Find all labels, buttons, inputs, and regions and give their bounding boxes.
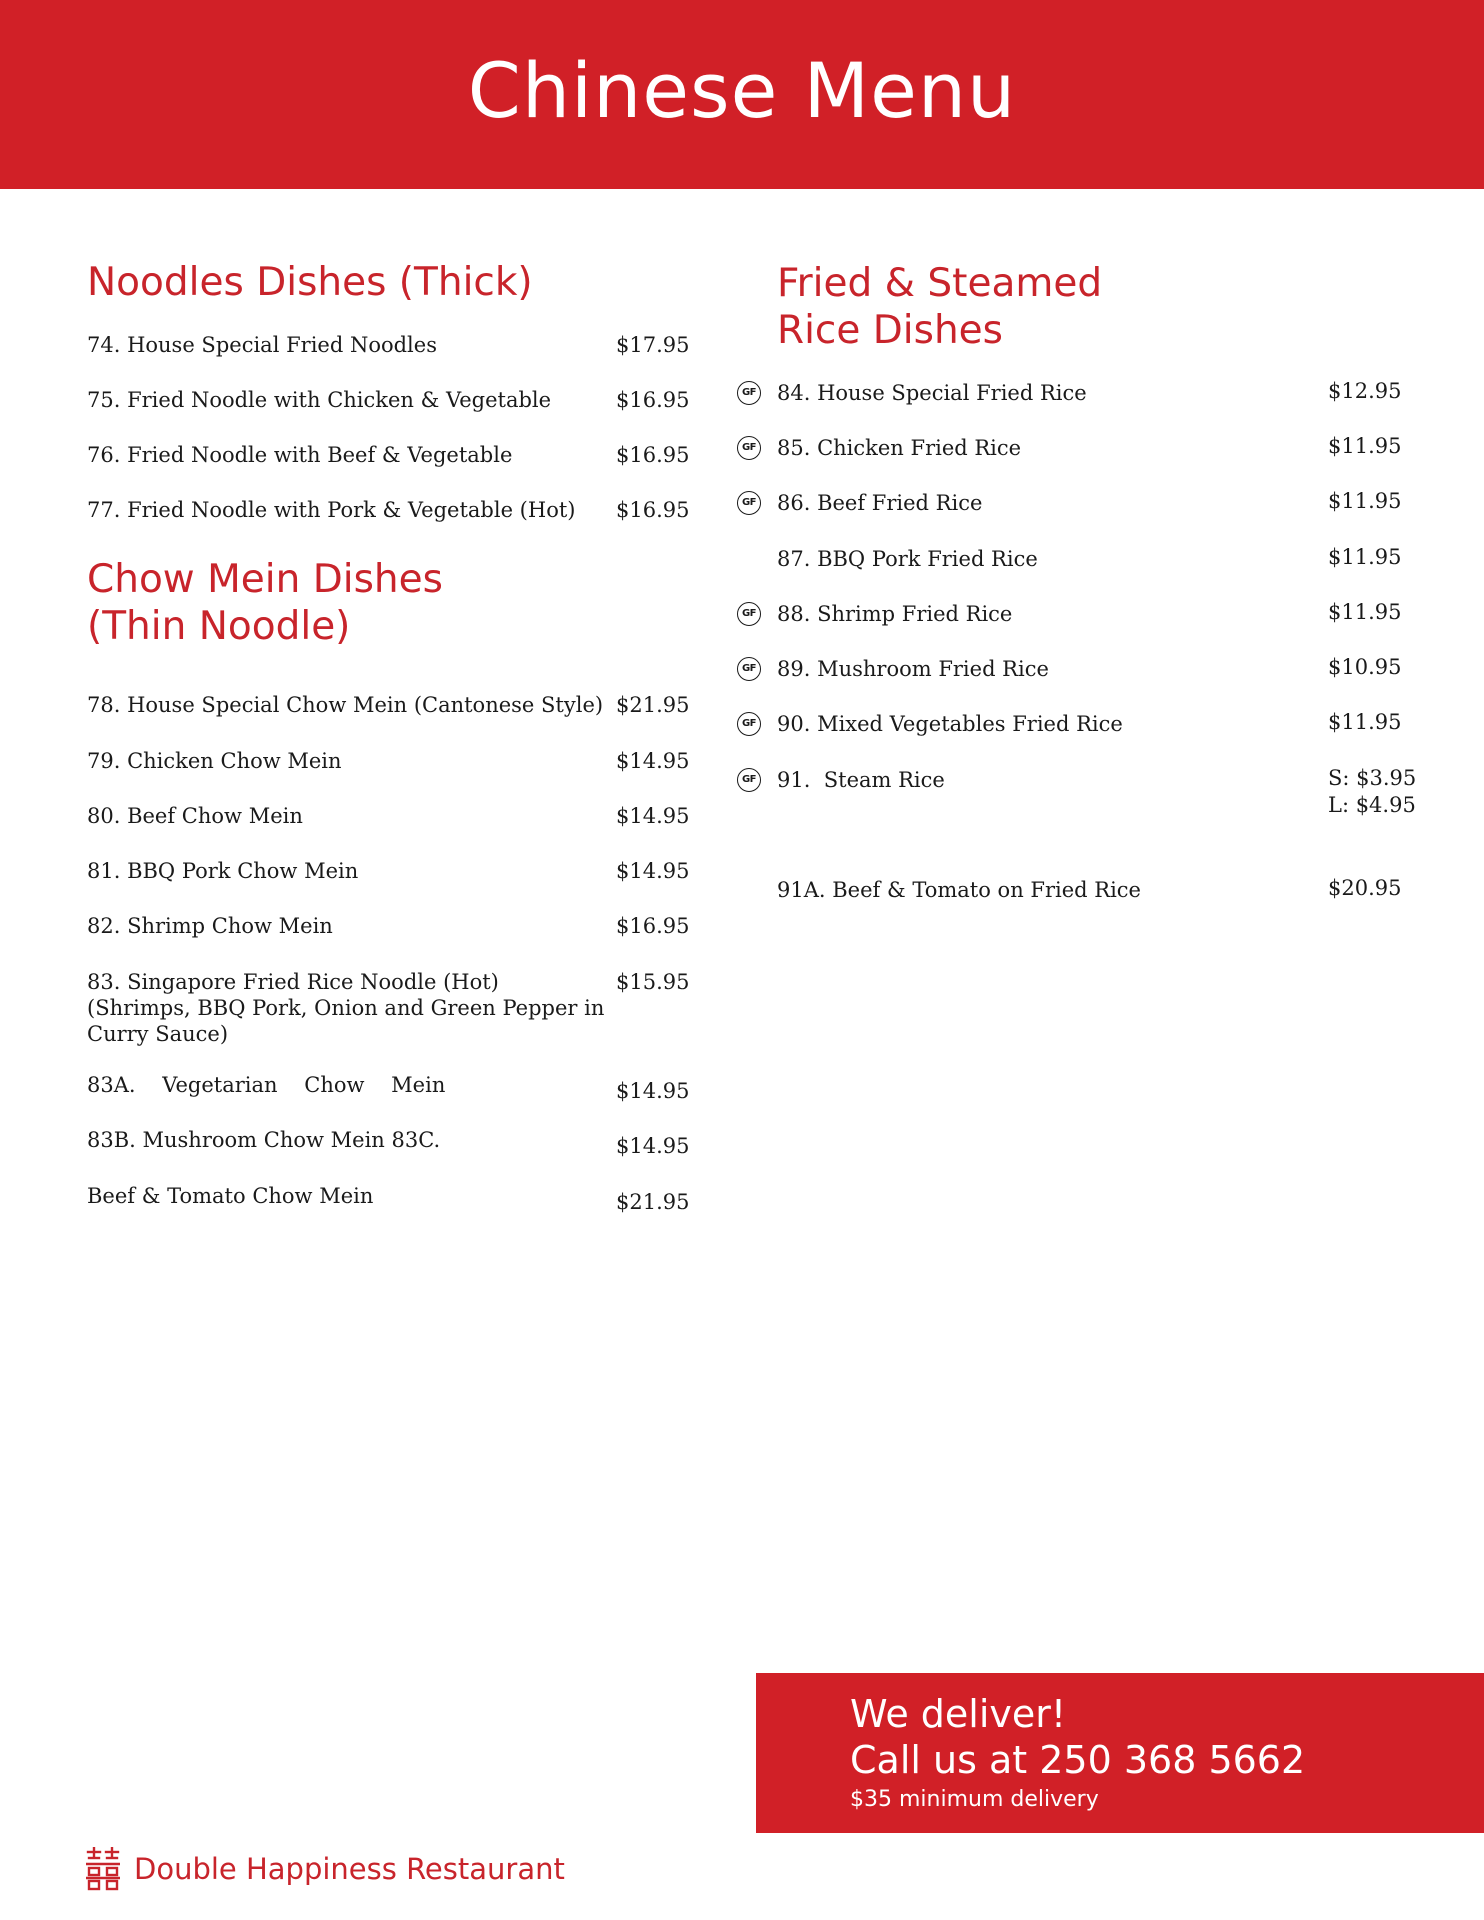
menu-item-price: $21.95 bbox=[616, 693, 690, 717]
menu-item-name: 74. House Special Fried Noodles bbox=[87, 333, 437, 357]
menu-item-price: $21.95 bbox=[616, 1190, 690, 1214]
menu-item-price: $17.95 bbox=[616, 333, 690, 357]
menu-item-price: $14.95 bbox=[616, 1079, 690, 1103]
menu-item-description: (Shrimps, BBQ Pork, Onion and Green Pepper in Curry Sauce) bbox=[87, 996, 605, 1046]
menu-item-price: $15.95 bbox=[616, 970, 690, 994]
section-title-chowmein-sub: (Thin Noodle) bbox=[87, 604, 351, 649]
menu-item-name: 89. Mushroom Fried Rice bbox=[777, 657, 1049, 681]
menu-item-price: $14.95 bbox=[616, 749, 690, 773]
menu-item-price: $16.95 bbox=[616, 498, 690, 522]
menu-item-name: 90. Mixed Vegetables Fried Rice bbox=[777, 712, 1123, 736]
menu-item-name: 76. Fried Noodle with Beef & Vegetable bbox=[87, 443, 513, 467]
menu-item-name: 80. Beef Chow Mein bbox=[87, 804, 303, 828]
menu-item-name: 81. BBQ Pork Chow Mein bbox=[87, 859, 359, 883]
section-title-noodles: Noodles Dishes (Thick) bbox=[87, 260, 533, 305]
menu-item-price: $14.95 bbox=[616, 859, 690, 883]
menu-item-name: 82. Shrimp Chow Mein bbox=[87, 914, 333, 938]
menu-item-name: 91. Steam Rice bbox=[777, 768, 945, 792]
menu-item-name: 87. BBQ Pork Fried Rice bbox=[777, 547, 1038, 571]
section-title-rice-sub: Rice Dishes bbox=[777, 308, 1003, 353]
menu-item-price: $11.95 bbox=[1328, 710, 1402, 734]
gluten-free-badge-icon: GF bbox=[737, 768, 761, 792]
menu-item-name: 91A. Beef & Tomato on Fried Rice bbox=[777, 878, 1141, 902]
menu-item-price: $11.95 bbox=[1328, 489, 1402, 513]
menu-item-name: 77. Fried Noodle with Pork & Vegetable (Hot) bbox=[87, 498, 576, 522]
menu-item-name: 84. House Special Fried Rice bbox=[777, 381, 1087, 405]
menu-item-price: $16.95 bbox=[616, 443, 690, 467]
delivery-headline: We deliver! bbox=[850, 1692, 1067, 1736]
gluten-free-badge-icon: GF bbox=[737, 657, 761, 681]
menu-item-name: 83. Singapore Fried Rice Noodle (Hot) bbox=[87, 970, 499, 994]
delivery-banner bbox=[756, 1673, 1484, 1833]
menu-header bbox=[0, 0, 1484, 189]
menu-item-price: $11.95 bbox=[1328, 600, 1402, 624]
menu-item-price: $14.95 bbox=[616, 804, 690, 828]
gluten-free-badge-icon: GF bbox=[737, 491, 761, 515]
delivery-phone: Call us at 250 368 5662 bbox=[850, 1738, 1306, 1782]
menu-item-name: Beef & Tomato Chow Mein bbox=[87, 1184, 374, 1208]
menu-item-price: $12.95 bbox=[1328, 379, 1402, 403]
menu-item-price: $16.95 bbox=[616, 388, 690, 412]
menu-item-name: 86. Beef Fried Rice bbox=[777, 491, 983, 515]
restaurant-brand bbox=[86, 1847, 565, 1891]
section-title-rice: Fried & Steamed bbox=[777, 261, 1103, 306]
gluten-free-badge-icon: GF bbox=[737, 602, 761, 626]
menu-item-price: $20.95 bbox=[1328, 876, 1402, 900]
menu-item-price: $14.95 bbox=[616, 1134, 690, 1158]
double-happiness-icon bbox=[86, 1847, 120, 1891]
page-title: Chinese Menu bbox=[467, 46, 1017, 135]
menu-item-price: S: $3.95 bbox=[1328, 766, 1417, 790]
section-title-chowmein: Chow Mein Dishes bbox=[87, 557, 443, 602]
delivery-minimum: $35 minimum delivery bbox=[850, 1787, 1099, 1812]
menu-item-name: 83A. Vegetarian Chow Mein bbox=[87, 1073, 446, 1097]
gluten-free-badge-icon: GF bbox=[737, 436, 761, 460]
menu-item-price: $16.95 bbox=[616, 914, 690, 938]
menu-item-price: $11.95 bbox=[1328, 434, 1402, 458]
menu-item-name: 88. Shrimp Fried Rice bbox=[777, 602, 1013, 626]
menu-item-price: $11.95 bbox=[1328, 545, 1402, 569]
menu-item-name: 79. Chicken Chow Mein bbox=[87, 749, 342, 773]
restaurant-name: Double Happiness Restaurant bbox=[134, 1852, 565, 1886]
menu-item-name: 83B. Mushroom Chow Mein 83C. bbox=[87, 1128, 441, 1152]
menu-item-name: 85. Chicken Fried Rice bbox=[777, 436, 1022, 460]
menu-item-name: 75. Fried Noodle with Chicken & Vegetable bbox=[87, 388, 552, 412]
gluten-free-badge-icon: GF bbox=[737, 712, 761, 736]
menu-item-price-large: L: $4.95 bbox=[1328, 793, 1416, 817]
gluten-free-badge-icon: GF bbox=[737, 381, 761, 405]
menu-item-price: $10.95 bbox=[1328, 655, 1402, 679]
menu-item-name: 78. House Special Chow Mein (Cantonese Style) bbox=[87, 693, 604, 717]
